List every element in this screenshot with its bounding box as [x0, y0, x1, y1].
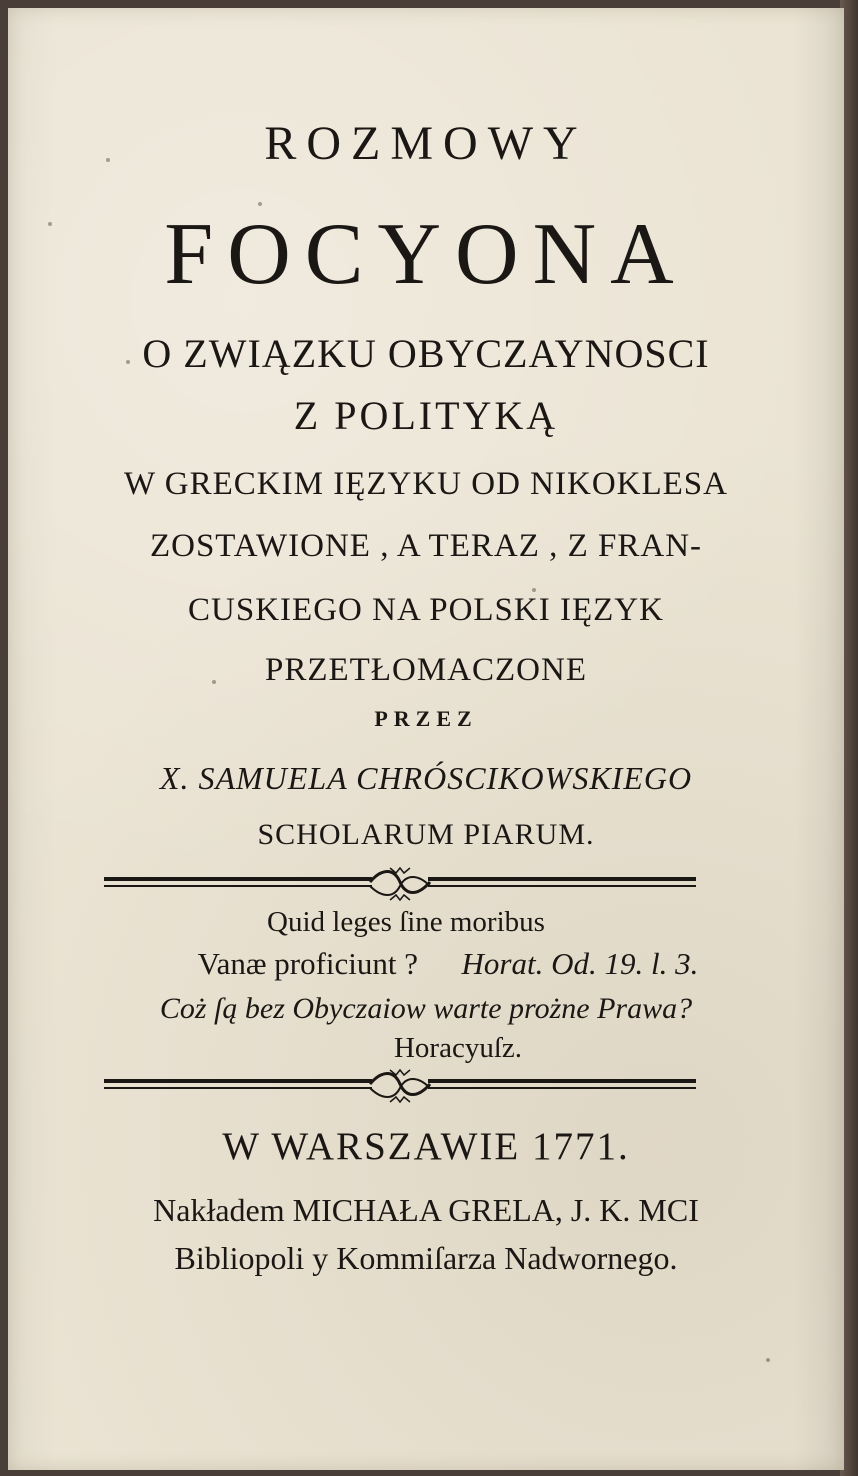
place-and-year: W WARSZAWIE 1771. — [222, 1125, 630, 1168]
description-line-3: CUSKIEGO NA POLSKI IĘZYK — [188, 592, 664, 628]
subtitle-line-2: Z POLITYKĄ — [293, 393, 559, 438]
subtitle-line-1: O ZWIĄZKU OBYCZAYNOSCI — [142, 331, 710, 376]
publisher-line-1: Nakładem MICHAŁA GRELA, J. K. MCI — [153, 1192, 699, 1228]
latin-epigraph-text: Vanæ proficiunt ? — [197, 946, 419, 981]
ornamental-rule-bottom — [100, 1068, 700, 1108]
title-line-2: FOCYONA — [164, 206, 688, 303]
polish-epigraph-line: Coż ſą bez Obyczaiow warte prożne Prawa? — [159, 992, 693, 1025]
description-line-4: PRZETŁOMACZONE — [265, 652, 587, 688]
latin-epigraph-citation: Horat. Od. 19. l. 3. — [461, 946, 699, 981]
publisher-line-2: Bibliopoli y Kommiſarza Nadwornego. — [174, 1240, 678, 1276]
translator-name: X. SAMUELA CHRÓSCIKOWSKIEGO — [159, 760, 693, 796]
latin-epigraph-line-2 — [30, 946, 858, 982]
by-label: PRZEZ — [374, 706, 478, 731]
description-line-1: W GRECKIM IĘZYKU OD NIKOKLESA — [123, 466, 728, 502]
religious-order: SCHOLARUM PIARUM. — [257, 818, 595, 851]
description-line-2: ZOSTAWIONE , A TERAZ , Z FRAN- — [149, 528, 703, 564]
title-page — [8, 8, 844, 1470]
polish-epigraph-author: Horacyuſz. — [393, 1032, 523, 1064]
ornamental-rule-top — [100, 866, 700, 906]
latin-epigraph-line-1: Quid leges ſine moribus — [267, 906, 545, 938]
title-line-1: ROZMOWY — [264, 117, 588, 170]
